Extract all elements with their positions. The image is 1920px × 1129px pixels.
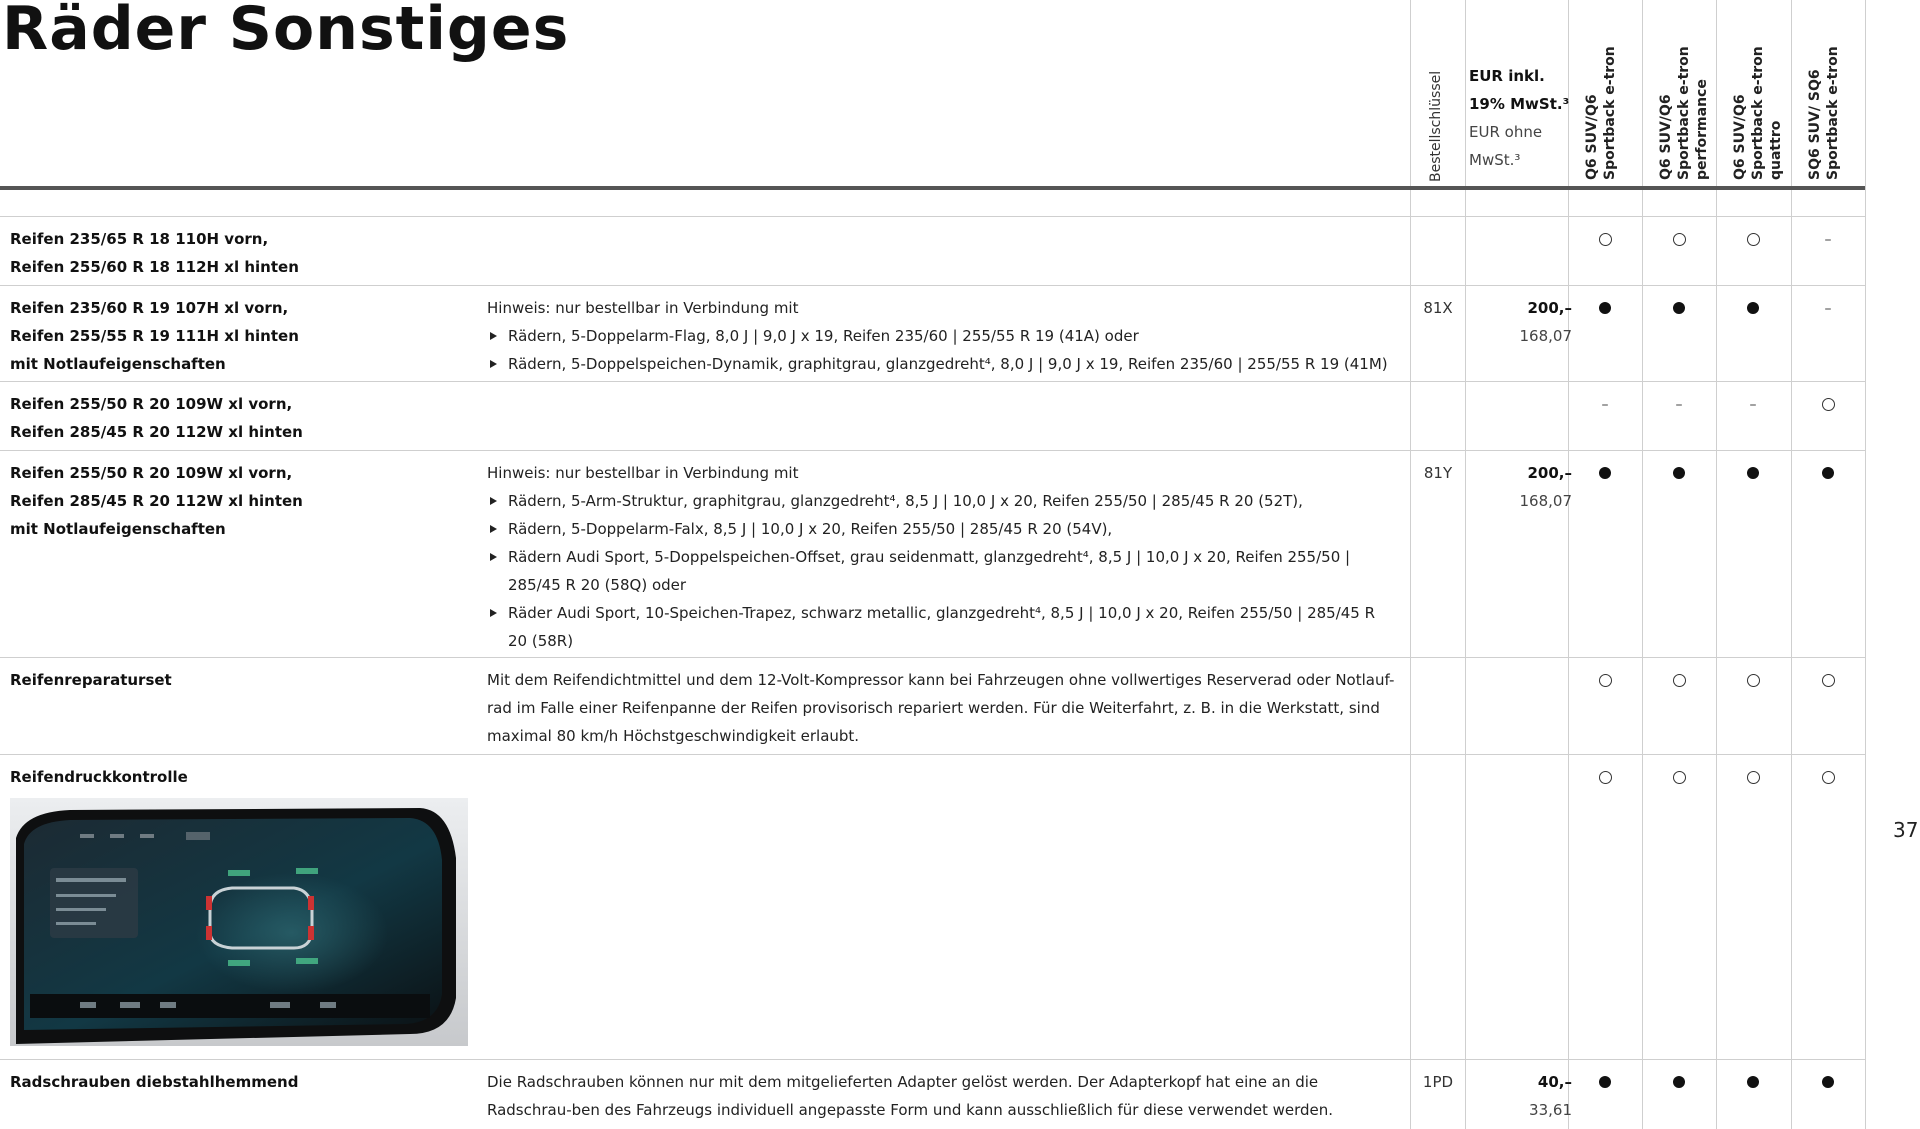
row-item-name: Radschrauben diebstahlhemmend [10, 1073, 299, 1091]
row-item-name: Reifen 235/65 R 18 110H vorn, Reifen 255/60 R 18 112H xl hinten [10, 230, 299, 276]
column-header-model: Q6 SUV/Q6 Sportback e-tron [1584, 46, 1618, 180]
availability-mark [1791, 394, 1865, 414]
row-divider [0, 450, 1865, 451]
row-item-note: Hinweis: nur bestellbar in Verbindung mit Rädern, 5-Arm-Struktur, graphitgrau, glanzgedreht⁴, 8,5 J | 10,0 J x 20, Reifen 255/50 | 285/45 R 20 (52T), Rädern, 5-Doppelarm-Falx, 8,5 J | 10,0 J x 20, Reifen 255/50 | 285/45 R 20 (54V), Rädern Audi Sport, 5-Doppelspeichen-Offset, grau seidenmatt, glanzgedreht⁴, 8,5 J | 10,0 J x 20, Reifen 255/50 | 285/45 R 20 (58Q) oder Räder Audi Sport, 10-Speichen-Trapez, schwarz metallic, glanzgedreht⁴, 8,5 J | 10,0 J x 20, Reifen 255/50 | 285/45 R 20 (58R) [487, 459, 1395, 655]
availability-mark [1642, 229, 1716, 249]
order-code: 1PD [1422, 1073, 1454, 1091]
column-divider [1791, 0, 1792, 1129]
availability-mark: – [1824, 301, 1832, 317]
row-divider [0, 381, 1865, 382]
column-divider [1865, 0, 1866, 1129]
availability-mark [1642, 1072, 1716, 1092]
row-divider [0, 285, 1865, 286]
availability-mark [1642, 670, 1716, 690]
row-divider [0, 1059, 1865, 1060]
column-header-model: Q6 SUV/Q6 Sportback e-tron performance [1658, 46, 1710, 180]
price: 40,– 33,61 [1529, 1073, 1572, 1119]
availability-mark [1568, 229, 1642, 249]
page-title: Räder Sonstiges [2, 0, 570, 64]
price: 200,– 168,07 [1519, 464, 1572, 510]
availability-mark [1568, 670, 1642, 690]
column-divider [1716, 0, 1717, 1129]
column-divider [1642, 0, 1643, 1129]
availability-mark [1568, 463, 1642, 483]
availability-mark [1716, 298, 1790, 318]
page-number: 37 [1893, 818, 1919, 842]
availability-mark [1791, 767, 1865, 787]
availability-mark [1716, 767, 1790, 787]
availability-mark: – [1749, 397, 1757, 413]
header-rule [0, 186, 1865, 190]
row-item-name: Reifenreparaturset [10, 671, 172, 689]
row-divider [0, 216, 1865, 217]
availability-mark [1791, 670, 1865, 690]
availability-mark [1568, 298, 1642, 318]
price-net-label: EUR ohne MwSt.³ [1469, 123, 1543, 169]
row-divider [0, 657, 1865, 658]
column-header-price [1469, 62, 1575, 174]
row-item-name: Reifen 255/50 R 20 109W xl vorn, Reifen 285/45 R 20 112W xl hinten mit Notlaufeigenschaften [10, 464, 303, 538]
row-item-note: Die Radschrauben können nur mit dem mitgelieferten Adapter gelöst werden. Der Adapterkopf hat eine an die Radschrau-ben des Fahrzeugs individuell angepasste Form und kann ausschließlich für diese verwendet werden. [487, 1073, 1334, 1119]
row-divider [0, 754, 1865, 755]
availability-mark [1642, 767, 1716, 787]
availability-mark: – [1675, 397, 1683, 413]
row-item-note: Hinweis: nur bestellbar in Verbindung mit Rädern, 5-Doppelarm-Flag, 8,0 J | 9,0 J x 19, Reifen 235/60 | 255/55 R 19 (41A) oder Rädern, 5-Doppelspeichen-Dynamik, graphitgrau, glanzgedreht⁴, 8,0 J | 9,0 J x 19, Reifen 235/60 | 255/55 R 19 (41M) [487, 294, 1395, 378]
column-header-model: Q6 SUV/Q6 Sportback e-tron quattro [1732, 46, 1784, 180]
availability-mark: – [1601, 397, 1609, 413]
availability-mark [1791, 1072, 1865, 1092]
order-code: 81X [1423, 299, 1453, 317]
row-item-note: Mit dem Reifendichtmittel und dem 12-Volt-Kompressor kann bei Fahrzeugen ohne vollwertiges Reserverad oder Notlauf-rad im Falle einer Reifenpanne der Reifen provisorisch repariert werden. Für die Weiterfahrt, z. B. in die Werkstatt, sind maximal 80 km/h Höchstgeschwindigkeit erlaubt. [487, 671, 1395, 745]
availability-mark [1716, 463, 1790, 483]
availability-mark [1716, 670, 1790, 690]
price-gross-label: EUR inkl. 19% MwSt.³ [1469, 67, 1570, 113]
row-item-name: Reifen 235/60 R 19 107H xl vorn, Reifen 255/55 R 19 111H xl hinten mit Notlaufeigenschaften [10, 299, 299, 373]
row-item-name: Reifendruckkontrolle [10, 768, 188, 786]
row-item-name: Reifen 255/50 R 20 109W xl vorn, Reifen 285/45 R 20 112W xl hinten [10, 395, 303, 441]
availability-mark [1642, 298, 1716, 318]
column-divider [1465, 0, 1466, 1129]
availability-mark [1716, 1072, 1790, 1092]
tire-pressure-display-image [10, 798, 468, 1046]
column-divider [1410, 0, 1411, 1129]
column-header-model: SQ6 SUV/ SQ6 Sportback e-tron [1807, 46, 1841, 180]
availability-mark [1568, 1072, 1642, 1092]
availability-mark [1791, 463, 1865, 483]
order-code: 81Y [1423, 464, 1453, 482]
availability-mark [1716, 229, 1790, 249]
availability-mark: – [1824, 232, 1832, 248]
availability-mark [1568, 767, 1642, 787]
availability-mark [1642, 463, 1716, 483]
column-header-order-key: Bestellschlüssel [1428, 70, 1444, 182]
price: 200,– 168,07 [1519, 299, 1572, 345]
